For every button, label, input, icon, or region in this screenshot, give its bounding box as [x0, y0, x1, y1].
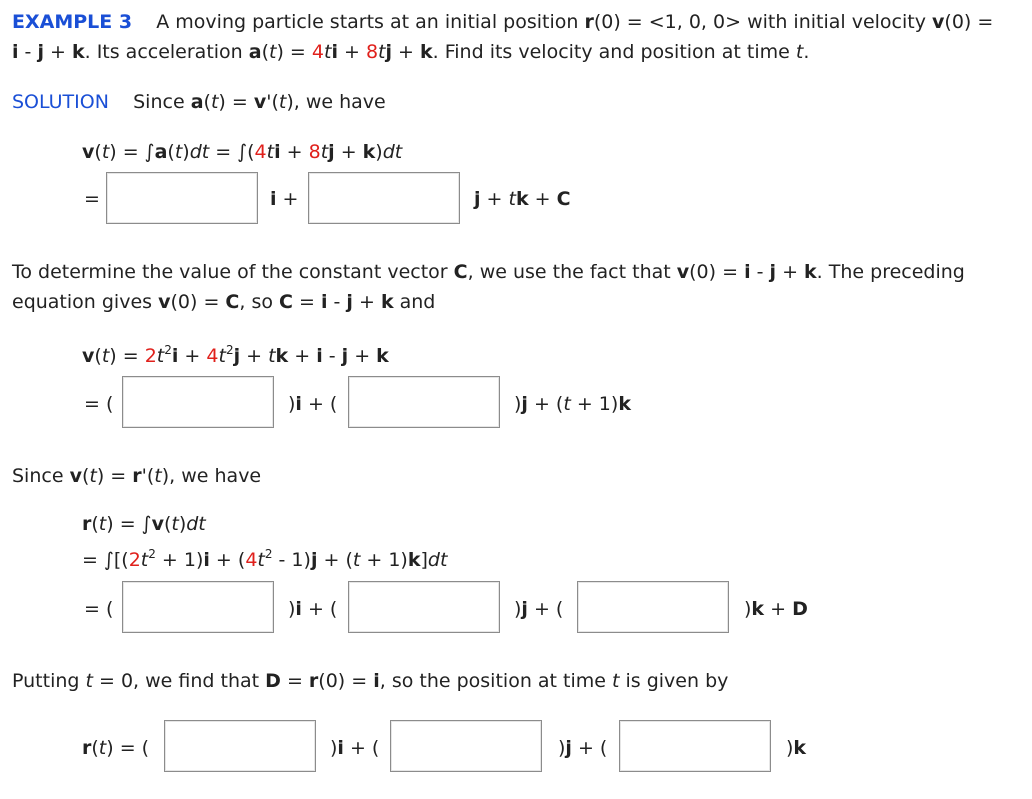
constant-text-e: , so	[239, 291, 273, 313]
velocity-j-input[interactable]	[308, 172, 460, 224]
constant-text-b: , we use the fact that	[467, 261, 671, 283]
rj-paren-label: )j + (	[514, 598, 564, 620]
final-position-i-input[interactable]	[164, 720, 316, 772]
putting-text-d: is given by	[625, 670, 729, 692]
since-text: Since	[12, 465, 64, 487]
final-i-label: )i + (	[330, 737, 380, 759]
velocity-intro: with initial velocity	[747, 11, 926, 33]
putting-text-b: = 0, we find that	[99, 670, 260, 692]
solution-label: SOLUTION	[12, 91, 109, 113]
velocity2-i-input[interactable]	[122, 376, 274, 428]
constant-text-f: and	[399, 291, 436, 313]
velocity-integral: v(t) = ∫a(t)dt = ∫(4ti + 8tj + k)dt	[82, 141, 403, 163]
eq-sign: =	[84, 188, 100, 210]
j-tk-c-label: j + tk + C	[474, 188, 571, 210]
velocity-expression: $v(t) = 2t^2i + 4t^2j$ + tk + i - j + k	[82, 343, 389, 367]
velocity-i-input[interactable]	[106, 172, 258, 224]
position-integral: r(t) = ∫v(t)dt	[82, 513, 206, 535]
ri-paren-label: )i + (	[288, 598, 338, 620]
position-j-input[interactable]	[348, 581, 500, 633]
j-k-label: )j + (t + 1)k	[514, 393, 631, 415]
final-r-label: r(t) = (	[82, 737, 150, 759]
final-position-j-input[interactable]	[390, 720, 542, 772]
initial-position: <1, 0, 0>	[648, 11, 742, 33]
k-d-label: )k + D	[744, 598, 808, 620]
velocity2-j-input[interactable]	[348, 376, 500, 428]
solution-line: SOLUTION Since a(t) = v'(t), we have	[12, 91, 386, 113]
example-label: EXAMPLE 3	[12, 11, 133, 33]
problem-line-2: i - j + k. Its acceleration a(t) = 4ti + 8tj + k. Find its velocity and position at time t.	[12, 41, 810, 63]
position-integral-expanded: = $\int[(2t^2 + 1)i + (4t^2 - 1)j + (t + 1)k]dt$	[82, 547, 448, 571]
position-i-input[interactable]	[122, 581, 274, 633]
eq-paren-2: = (	[84, 598, 114, 620]
final-position-k-input[interactable]	[619, 720, 771, 772]
intro-text: A moving particle starts at an initial position	[156, 11, 579, 33]
constant-text-d: equation gives	[12, 291, 153, 313]
i-plus-label: i +	[270, 188, 299, 210]
constant-text-a: To determine the value of the constant vector	[12, 261, 448, 283]
putting-line: Putting t = 0, we find that D = r(0) = i, so the position at time t is given by	[12, 670, 729, 692]
problem-line-1: EXAMPLE 3 A moving particle starts at an initial position r(0) = <1, 0, 0> with initial velocity v(0) =	[12, 11, 994, 33]
putting-text-a: Putting	[12, 670, 80, 692]
final-k-label: )k	[786, 737, 807, 759]
putting-text-c: , so the position at time	[379, 670, 606, 692]
solution-since: Since	[133, 91, 185, 113]
final-j-label: )j + (	[558, 737, 608, 759]
constant-paragraph-line-2: equation gives v(0) = C, so C = i - j + k and	[12, 291, 436, 313]
since-we-have: , we have	[169, 465, 262, 487]
i-paren-label: )i + (	[288, 393, 338, 415]
since-line: Since v(t) = r'(t), we have	[12, 465, 262, 487]
position-k-input[interactable]	[577, 581, 729, 633]
constant-paragraph-line-1: To determine the value of the constant vector C, we use the fact that v(0) = i - j + k. The preceding	[12, 261, 965, 283]
eq-paren-1: = (	[84, 393, 114, 415]
constant-text-c: The preceding	[828, 261, 965, 283]
solution-we-have: we have	[305, 91, 386, 113]
